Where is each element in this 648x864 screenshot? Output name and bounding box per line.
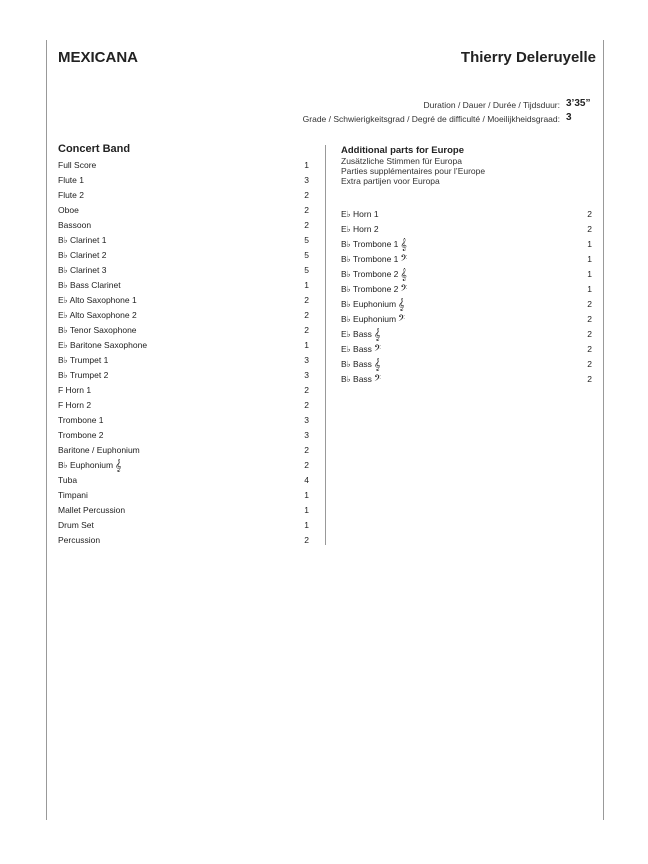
clef-icon: 𝄢 — [398, 312, 406, 326]
part-count: 1 — [304, 280, 309, 290]
part-name — [58, 503, 127, 518]
europe-header — [341, 145, 485, 186]
part-name-text: F Horn 2 — [58, 400, 92, 410]
part-name — [58, 308, 139, 323]
part-count: 2 — [587, 344, 592, 354]
part-count: 1 — [304, 505, 309, 515]
part-name — [58, 353, 110, 368]
part-name-text: B♭ Trombone 1 — [341, 254, 399, 264]
part-row — [58, 398, 309, 413]
part-name-text: Full Score — [58, 160, 97, 170]
part-name — [58, 533, 102, 548]
part-count: 2 — [304, 205, 309, 215]
part-name-text: E♭ Bass — [341, 344, 372, 354]
part-name-text: B♭ Trombone 2 — [341, 284, 399, 294]
part-row — [341, 282, 592, 297]
clef-icon: 𝄞 — [115, 458, 122, 472]
part-count: 2 — [587, 299, 592, 309]
part-count: 1 — [587, 239, 592, 249]
part-name-text: B♭ Bass — [341, 359, 372, 369]
part-count: 5 — [304, 250, 309, 260]
part-count: 1 — [304, 160, 309, 170]
part-name-text: E♭ Baritone Saxophone — [58, 340, 148, 350]
part-name-text: E♭ Horn 2 — [341, 224, 379, 234]
part-name — [58, 188, 86, 203]
part-row — [58, 488, 309, 503]
part-row — [58, 413, 309, 428]
right-margin-line — [603, 40, 604, 820]
part-name — [341, 372, 381, 387]
part-name — [341, 222, 381, 237]
part-row — [58, 383, 309, 398]
part-name — [341, 357, 380, 372]
part-count: 2 — [304, 325, 309, 335]
part-count: 2 — [304, 445, 309, 455]
part-name-text: E♭ Horn 1 — [341, 209, 379, 219]
part-name-text: Baritone / Euphonium — [58, 445, 140, 455]
part-name-text: B♭ Clarinet 1 — [58, 235, 107, 245]
part-name-text: B♭ Clarinet 3 — [58, 265, 107, 275]
part-count: 2 — [304, 460, 309, 470]
part-name — [58, 263, 108, 278]
part-row — [58, 233, 309, 248]
part-count: 4 — [304, 475, 309, 485]
part-row — [58, 203, 309, 218]
part-name-text: B♭ Trombone 2 — [341, 269, 399, 279]
part-row — [58, 518, 309, 533]
part-name-text: Percussion — [58, 535, 101, 545]
part-name — [58, 413, 106, 428]
composer-name: Thierry Deleruyelle — [460, 49, 596, 66]
part-name — [58, 473, 79, 488]
part-name — [58, 293, 139, 308]
part-row — [58, 173, 309, 188]
part-name-text: B♭ Bass — [341, 374, 372, 384]
part-row — [58, 428, 309, 443]
part-count: 1 — [304, 490, 309, 500]
part-row — [58, 533, 309, 548]
part-name-text: B♭ Euphonium — [341, 299, 397, 309]
part-name — [58, 338, 149, 353]
part-count: 5 — [304, 235, 309, 245]
part-count: 3 — [304, 175, 309, 185]
part-row — [58, 293, 309, 308]
europe-heading: Additional parts for Europe — [341, 145, 464, 156]
part-name — [58, 518, 96, 533]
part-name — [341, 252, 407, 267]
part-name — [341, 282, 407, 297]
duration-value: 3’35” — [566, 98, 591, 109]
part-name-text: Bassoon — [58, 220, 92, 230]
part-name-text: Tuba — [58, 475, 78, 485]
part-row — [58, 308, 309, 323]
part-name — [58, 323, 139, 338]
europe-subtitle-fr: Parties supplémentaires pour l’Europe — [341, 166, 486, 176]
clef-icon: 𝄢 — [373, 342, 382, 356]
part-name-text: B♭ Tenor Saxophone — [58, 325, 137, 335]
part-row — [341, 267, 592, 282]
part-name — [341, 207, 381, 222]
clef-icon: 𝄢 — [400, 282, 408, 296]
part-name — [58, 398, 93, 413]
part-count: 2 — [587, 359, 592, 369]
part-name-text: Trombone 1 — [58, 415, 104, 425]
part-name-text: Drum Set — [58, 520, 94, 530]
part-row — [58, 473, 309, 488]
column-divider — [325, 145, 326, 545]
part-name — [58, 248, 108, 263]
part-count: 2 — [587, 314, 592, 324]
part-name — [341, 327, 380, 342]
part-name-text: B♭ Trombone 1 — [341, 239, 399, 249]
part-name-text: B♭ Euphonium — [341, 314, 397, 324]
part-name-text: F Horn 1 — [58, 385, 92, 395]
part-name-text: Timpani — [58, 490, 88, 500]
clef-icon: 𝄞 — [373, 327, 381, 341]
part-name — [58, 173, 86, 188]
part-row — [58, 323, 309, 338]
part-count: 2 — [304, 295, 309, 305]
part-count: 2 — [304, 400, 309, 410]
clef-icon: 𝄞 — [400, 237, 407, 251]
part-name — [58, 428, 106, 443]
part-row — [341, 207, 592, 222]
part-count: 2 — [304, 190, 309, 200]
grade-value: 3 — [566, 112, 572, 123]
left-margin-line — [46, 40, 47, 820]
part-name — [58, 203, 81, 218]
part-row — [58, 338, 309, 353]
part-count: 5 — [304, 265, 309, 275]
part-count: 2 — [304, 220, 309, 230]
part-row — [58, 188, 309, 203]
piece-title: MEXICANA — [58, 49, 139, 66]
part-name — [58, 383, 93, 398]
part-row — [341, 342, 592, 357]
europe-subtitle-de: Zusätzliche Stimmen für Europa — [341, 156, 462, 166]
part-count: 3 — [304, 355, 309, 365]
part-name — [341, 297, 405, 312]
part-name — [58, 218, 93, 233]
part-row — [58, 278, 309, 293]
part-row — [58, 458, 309, 473]
part-count: 3 — [304, 430, 309, 440]
clef-icon: 𝄞 — [373, 357, 381, 371]
part-name-text: B♭ Bass Clarinet — [58, 280, 121, 290]
part-row — [58, 218, 309, 233]
part-name-text: E♭ Alto Saxophone 1 — [58, 295, 137, 305]
part-count: 2 — [587, 329, 592, 339]
part-name-text: E♭ Alto Saxophone 2 — [58, 310, 137, 320]
part-row — [58, 503, 309, 518]
part-name — [58, 488, 90, 503]
part-row — [58, 158, 309, 173]
part-count: 1 — [587, 254, 592, 264]
part-count: 2 — [304, 310, 309, 320]
part-row — [341, 327, 592, 342]
part-row — [58, 443, 309, 458]
clef-icon: 𝄞 — [398, 297, 405, 311]
part-name — [58, 278, 123, 293]
part-row — [341, 312, 592, 327]
part-name-text: Trombone 2 — [58, 430, 104, 440]
part-row — [58, 353, 309, 368]
part-count: 3 — [304, 370, 309, 380]
part-count: 2 — [304, 535, 309, 545]
part-name-text: B♭ Clarinet 2 — [58, 250, 107, 260]
part-name — [58, 368, 110, 383]
part-row — [341, 252, 592, 267]
part-count: 1 — [304, 520, 309, 530]
part-row — [341, 222, 592, 237]
clef-icon: 𝄢 — [400, 252, 408, 266]
part-row — [58, 248, 309, 263]
part-row — [341, 297, 592, 312]
europe-subtitle-nl: Extra partijen voor Europa — [341, 176, 440, 186]
concert-band-heading: Concert Band — [58, 143, 131, 155]
part-name-text: Flute 1 — [58, 175, 84, 185]
part-name-text: Flute 2 — [58, 190, 84, 200]
part-name-text: B♭ Trumpet 1 — [58, 355, 109, 365]
part-count: 2 — [587, 209, 592, 219]
clef-icon: 𝄞 — [400, 267, 407, 281]
grade-label: Grade / Schwierigkeitsgrad / Degré de difficulté / Moeilijkheidsgraad: — [302, 114, 560, 124]
part-count: 1 — [587, 284, 592, 294]
duration-label: Duration / Dauer / Durée / Tijdsduur: — [423, 100, 560, 110]
part-name-text: B♭ Euphonium — [58, 460, 114, 470]
part-name — [341, 312, 405, 327]
part-count: 1 — [587, 269, 592, 279]
part-name — [341, 237, 407, 252]
part-name — [58, 158, 98, 173]
part-row — [341, 357, 592, 372]
part-count: 3 — [304, 415, 309, 425]
part-count: 2 — [587, 374, 592, 384]
part-count: 1 — [304, 340, 309, 350]
clef-icon: 𝄢 — [373, 372, 382, 386]
part-name — [58, 233, 108, 248]
part-row — [341, 372, 592, 387]
part-row — [341, 237, 592, 252]
part-row — [58, 368, 309, 383]
part-name — [341, 342, 381, 357]
part-name-text: Oboe — [58, 205, 79, 215]
part-row — [58, 263, 309, 278]
part-name-text: B♭ Trumpet 2 — [58, 370, 109, 380]
part-name — [58, 458, 122, 473]
part-name — [341, 267, 407, 282]
part-count: 2 — [304, 385, 309, 395]
part-count: 2 — [587, 224, 592, 234]
part-name — [58, 443, 142, 458]
part-name-text: E♭ Bass — [341, 329, 372, 339]
part-name-text: Mallet Percussion — [58, 505, 126, 515]
